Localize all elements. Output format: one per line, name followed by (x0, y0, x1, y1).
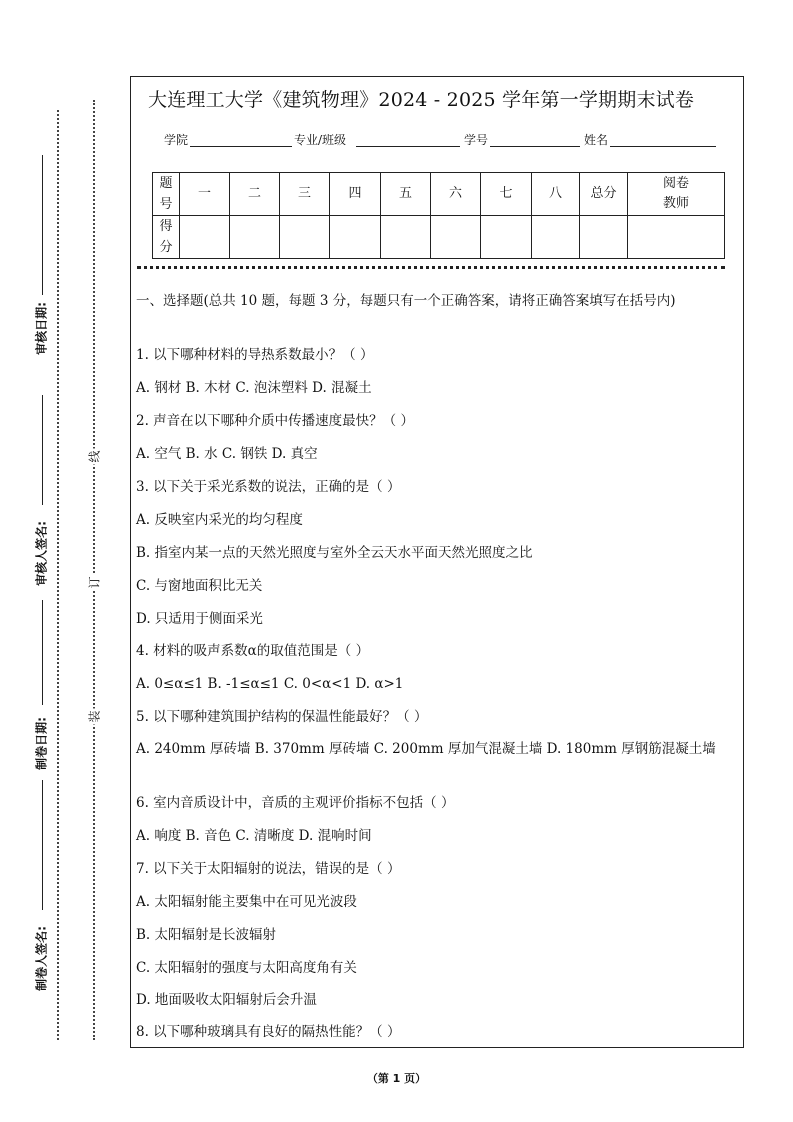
score-col-grader: 阅卷教师 (628, 173, 725, 216)
question-5-stem: 5. 以下哪种建筑围护结构的保温性能最好？（ ） (136, 709, 428, 725)
question-7-option-d: D. 地面吸收太阳辐射后会升温 (136, 992, 317, 1008)
score-table (152, 172, 725, 259)
major-label: 专业/班级 (294, 133, 347, 147)
college-label: 学院 (164, 133, 189, 147)
score-cell[interactable] (481, 216, 532, 259)
binding-dotted-line-left (57, 110, 59, 1040)
score-cell[interactable] (431, 216, 481, 259)
score-cell[interactable] (180, 216, 230, 259)
question-7-option-a: A. 太阳辐射能主要集中在可见光波段 (136, 894, 357, 910)
seal-fold-char: 装 (87, 710, 102, 723)
score-row-header: 得分 (153, 216, 180, 259)
question-3-stem: 3. 以下关于采光系数的说法，正确的是（ ） (136, 479, 401, 495)
reviewer-signature-line (42, 395, 43, 505)
score-col-7: 七 (481, 173, 532, 216)
student-info-row (150, 131, 730, 151)
student-id-label: 学号 (464, 133, 489, 147)
question-1-options: A. 钢材 B. 木材 C. 泡沫塑料 D. 混凝土 (136, 380, 372, 396)
question-6-stem: 6. 室内音质设计中，音质的主观评价指标不包括（ ） (136, 795, 455, 811)
score-col-6: 六 (431, 173, 481, 216)
seal-bind-char: 订 (87, 576, 102, 589)
maker-date-label: 制卷日期: (34, 717, 49, 770)
question-8-stem: 8. 以下哪种玻璃具有良好的隔热性能？（ ） (136, 1024, 401, 1040)
score-col-8: 八 (532, 173, 580, 216)
score-cell[interactable] (532, 216, 580, 259)
maker-date-line (42, 600, 43, 705)
score-table-header-row (153, 173, 725, 216)
reviewer-date-line (42, 155, 43, 295)
question-3-option-a: A. 反映室内采光的均匀程度 (136, 512, 303, 528)
score-col-5: 五 (381, 173, 431, 216)
question-3-option-c: C. 与窗地面积比无关 (136, 578, 263, 594)
reviewer-date-label: 审核日期: (34, 302, 49, 355)
score-cell[interactable] (580, 216, 628, 259)
seal-line-char: 线 (87, 450, 102, 463)
score-cell[interactable] (381, 216, 431, 259)
separator-dotted-line (137, 266, 725, 269)
question-7-option-c: C. 太阳辐射的强度与太阳高度角有关 (136, 960, 357, 976)
name-input-line[interactable] (610, 146, 716, 147)
reviewer-signature-label: 审核人签名: (34, 521, 49, 586)
question-5-options: A. 240mm 厚砖墙 B. 370mm 厚砖墙 C. 200mm 厚加气混凝土墙 D. 180mm 厚钢筋混凝土墙 (136, 741, 716, 757)
question-4-stem: 4. 材料的吸声系数α的取值范围是（ ） (136, 643, 370, 659)
question-number-header: 题号 (153, 173, 180, 216)
name-label: 姓名 (584, 133, 609, 147)
question-6-options: A. 响度 B. 音色 C. 清晰度 D. 混响时间 (136, 828, 372, 844)
score-col-4: 四 (330, 173, 381, 216)
student-id-input-line[interactable] (490, 146, 580, 147)
college-input-line[interactable] (190, 146, 292, 147)
question-2-options: A. 空气 B. 水 C. 钢铁 D. 真空 (136, 446, 318, 462)
question-7-option-b: B. 太阳辐射是长波辐射 (136, 927, 277, 943)
maker-signature-line (42, 780, 43, 910)
page-number: （第 1 页） (366, 1072, 427, 1085)
major-input-line[interactable] (356, 146, 460, 147)
score-cell[interactable] (330, 216, 381, 259)
question-7-stem: 7. 以下关于太阳辐射的说法，错误的是（ ） (136, 861, 401, 877)
score-cell[interactable] (280, 216, 330, 259)
score-col-2: 二 (230, 173, 280, 216)
question-3-option-b: B. 指室内某一点的天然光照度与室外全云天水平面天然光照度之比 (136, 545, 533, 561)
question-4-options: A. 0≤α≤1 B. -1≤α≤1 C. 0<α<1 D. α>1 (136, 676, 404, 692)
score-col-total: 总分 (580, 173, 628, 216)
score-cell[interactable] (628, 216, 725, 259)
maker-signature-label: 制卷人签名: (34, 926, 49, 991)
question-2-stem: 2. 声音在以下哪种介质中传播速度最快？（ ） (136, 413, 414, 429)
section-1-heading: 一、选择题(总共 10 题，每题 3 分，每题只有一个正确答案，请将正确答案填写在括号内) (136, 293, 676, 309)
score-col-1: 一 (180, 173, 230, 216)
binding-dotted-line-right (93, 100, 95, 1040)
score-col-3: 三 (280, 173, 330, 216)
exam-title: 大连理工大学《建筑物理》2024 - 2025 学年第一学期期末试卷 (148, 89, 695, 111)
question-3-option-d: D. 只适用于侧面采光 (136, 611, 263, 627)
score-table-score-row (153, 216, 725, 259)
score-cell[interactable] (230, 216, 280, 259)
question-1-stem: 1. 以下哪种材料的导热系数最小？（ ） (136, 347, 374, 363)
